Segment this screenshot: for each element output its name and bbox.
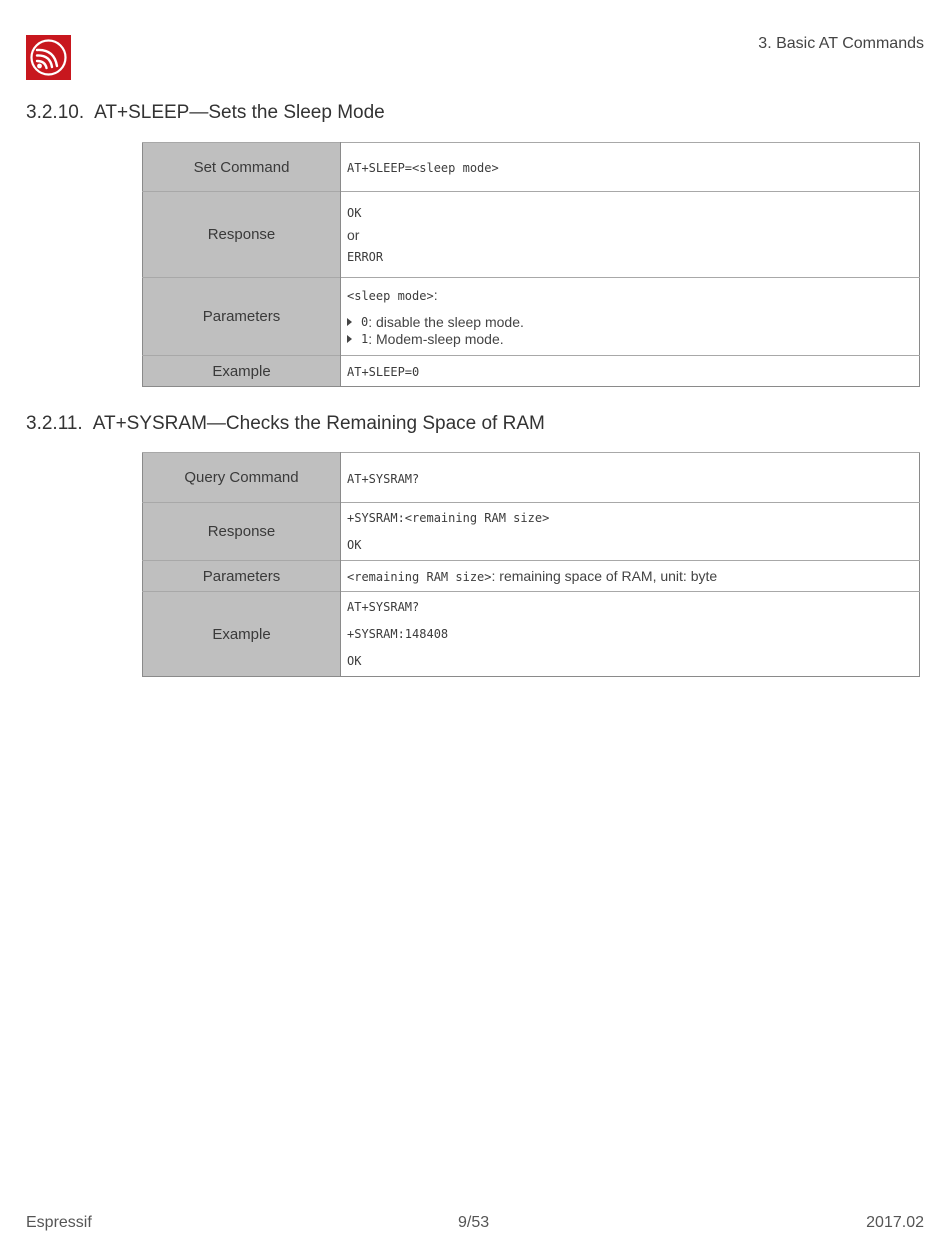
response-label: Response — [143, 503, 341, 561]
footer-date: 2017.02 — [866, 1214, 924, 1231]
example-value: AT+SLEEP=0 — [347, 365, 420, 379]
table-row — [143, 143, 920, 192]
table-row — [143, 592, 920, 677]
bullet-code: 1 — [361, 331, 369, 346]
table-row — [143, 356, 920, 387]
table-row — [143, 453, 920, 503]
table-row — [143, 192, 920, 278]
footer-company: Espressif — [26, 1214, 92, 1231]
param-text: : remaining space of RAM, unit: byte — [491, 568, 718, 584]
response-error: ERROR — [347, 249, 384, 264]
section-title: AT+SLEEP—Sets the Sleep Mode — [94, 102, 385, 123]
bullet-triangle-icon — [347, 318, 352, 326]
table-row — [143, 278, 920, 356]
example-label: Example — [143, 592, 341, 677]
parameters-label: Parameters — [143, 561, 341, 592]
param-colon: : — [433, 286, 438, 303]
sleep-command-table — [142, 142, 920, 387]
query-command-value: AT+SYSRAM? — [347, 471, 420, 486]
query-command-label: Query Command — [143, 453, 341, 503]
sysram-command-table — [142, 452, 920, 677]
section-title: AT+SYSRAM—Checks the Remaining Space of RAM — [92, 413, 545, 434]
section-number: 3.2.10. — [26, 102, 85, 123]
header-section-title: 3. Basic AT Commands — [758, 35, 924, 52]
response-label: Response — [143, 192, 341, 278]
param-name: <remaining RAM size> — [347, 570, 492, 584]
table-row — [143, 561, 920, 592]
example-label: Example — [143, 356, 341, 387]
response-ok: OK — [347, 205, 362, 220]
list-item — [347, 314, 919, 331]
espressif-logo-icon — [26, 35, 71, 80]
parameters-label: Parameters — [143, 278, 341, 356]
section-heading-sysram — [26, 413, 545, 435]
response-line: +SYSRAM:<remaining RAM size> — [347, 511, 550, 525]
section-number: 3.2.11. — [26, 413, 83, 434]
bullet-code: 0 — [361, 314, 369, 329]
response-or: or — [347, 226, 360, 243]
param-name: <sleep mode> — [347, 288, 434, 303]
bullet-triangle-icon — [347, 335, 352, 343]
bullet-text: : Modem-sleep mode. — [368, 330, 504, 347]
example-line: OK — [347, 654, 362, 668]
bullet-text: : disable the sleep mode. — [368, 313, 524, 330]
set-command-value: AT+SLEEP=<sleep mode> — [347, 161, 499, 175]
footer-page-number: 9/53 — [458, 1214, 490, 1231]
example-line: +SYSRAM:148408 — [347, 627, 449, 641]
example-line: AT+SYSRAM? — [347, 600, 420, 614]
response-ok: OK — [347, 538, 362, 552]
table-row — [143, 503, 920, 561]
section-heading-sleep — [26, 102, 385, 124]
list-item — [347, 331, 919, 348]
set-command-label: Set Command — [143, 143, 341, 192]
